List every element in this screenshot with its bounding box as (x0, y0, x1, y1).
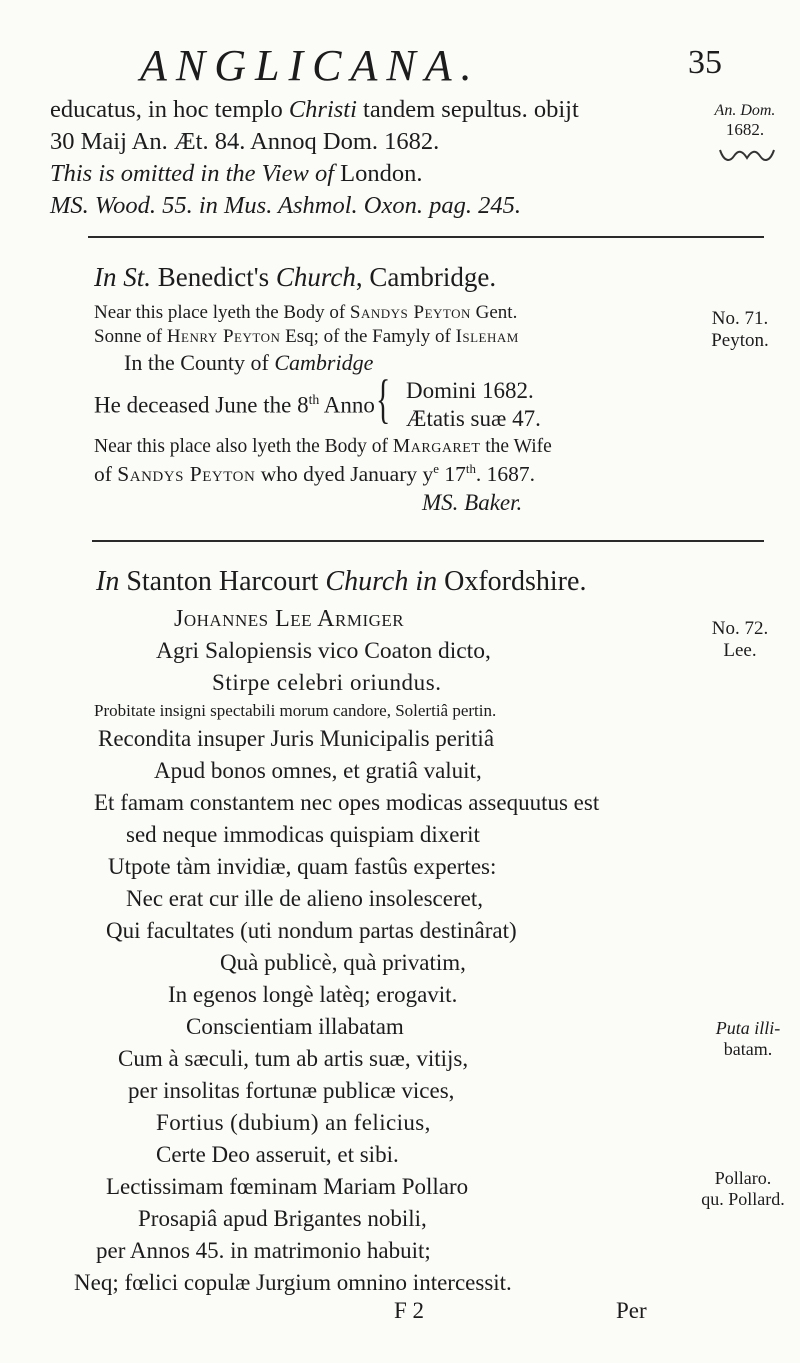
entry2-brace-top: Domini 1682. (406, 378, 534, 403)
catchword: Per (616, 1298, 647, 1323)
entry2-line4: He deceased June the 8th Anno (94, 392, 375, 418)
entry2-line2: Sonne of Henry Peyton Esq; of the Famyly of Isleham (94, 326, 519, 347)
section-divider (88, 236, 764, 238)
entry3-margin-number: No. 72. Lee. (711, 618, 769, 661)
inscription-line: In egenos longè latèq; erogavit. (168, 982, 458, 1007)
section-divider (92, 540, 764, 542)
entry1-line3: This is omitted in the View of London. (50, 160, 423, 187)
inscription-line: Lectissimam fœminam Mariam Pollaro (106, 1174, 469, 1199)
inscription-line: Qui facultates (uti nondum partas destinârat) (106, 918, 517, 943)
brace-icon: { (376, 369, 391, 429)
inscription-line: Conscientiam illabatam (186, 1014, 404, 1039)
running-title: ANGLICANA. (140, 41, 481, 90)
inscription-line: per Annos 45. in matrimonio habuit; (96, 1238, 431, 1263)
signature-mark: F 2 (394, 1298, 425, 1323)
inscription-line: Nec erat cur ille de alieno insolesceret, (126, 886, 483, 911)
entry2-line5: Near this place also lyeth the Body of Margaret the Wife (94, 436, 552, 457)
inscription-line: Fortius (dubium) an felicius, (156, 1110, 431, 1135)
inscription-line: Recondita insuper Juris Municipalis peritiâ (98, 726, 495, 751)
inscription-line: Agri Salopiensis vico Coaton dicto, (156, 638, 491, 664)
inscription-line: Apud bonos omnes, et gratiâ valuit, (154, 758, 482, 783)
inscription-line: Cum à sæculi, tum ab artis suæ, vitijs, (118, 1046, 469, 1071)
entry3-heading: In Stanton Harcourt Church in Oxfordshire. (96, 566, 587, 597)
inscription-line: sed neque immodicas quispiam dixerit (126, 822, 480, 847)
entry2-line1: Near this place lyeth the Body of Sandys Peyton Gent. (94, 302, 518, 323)
entry2-line6: of Sandys Peyton who dyed January $y^e$ 17th. 1687. (94, 462, 536, 487)
entry1-margin-date: An. Dom. 1682. (714, 102, 776, 140)
entry1-line1: educatus, in hoc templo Christi tandem sepultus. obijt (50, 96, 579, 123)
inscription-line: per insolitas fortunæ publicæ vices, (128, 1078, 455, 1103)
entry1-line4: MS. Wood. 55. in Mus. Ashmol. Oxon. pag. 245. (50, 192, 521, 219)
inscription-line: Utpote tàm invidiæ, quam fastûs expertes: (108, 854, 497, 879)
entry3-margin-note: Puta illi- batam. (715, 1018, 781, 1059)
inscription-line: Neq; fœlici copulæ Jurgium omnino intercessit. (74, 1270, 512, 1295)
inscription-line: Probitate insigni spectabili morum candore, Solertiâ pertin. (94, 701, 497, 720)
inscription-line: Certe Deo asseruit, et sibi. (156, 1142, 399, 1167)
entry1-line2: 30 Maij An. Æt. 84. Annoq Dom. 1682. (50, 128, 440, 155)
entry2-brace-bottom: Ætatis suæ 47. (406, 406, 541, 431)
inscription-line: Quà publicè, quà privatim, (220, 950, 466, 975)
entry2-source: MS. Baker. (422, 490, 523, 515)
inscription-line: Stirpe celebri oriundus. (212, 670, 442, 695)
inscription-line: Prosapiâ apud Brigantes nobili, (138, 1206, 427, 1231)
entry2-margin: No. 71. Peyton. (711, 308, 769, 351)
entry3-margin-pollard: Pollaro. qu. Pollard. (701, 1168, 785, 1209)
entry2-heading: In St. Benedict's Church, Cambridge. (94, 262, 497, 292)
page-number: 35 (688, 44, 722, 81)
inscription-line: Et famam constantem nec opes modicas assequutus est (94, 790, 600, 815)
inscription-line: Johannes Lee Armiger (174, 606, 405, 632)
entry2-line3: In the County of Cambridge (124, 350, 374, 375)
ornament-icon (718, 148, 776, 166)
